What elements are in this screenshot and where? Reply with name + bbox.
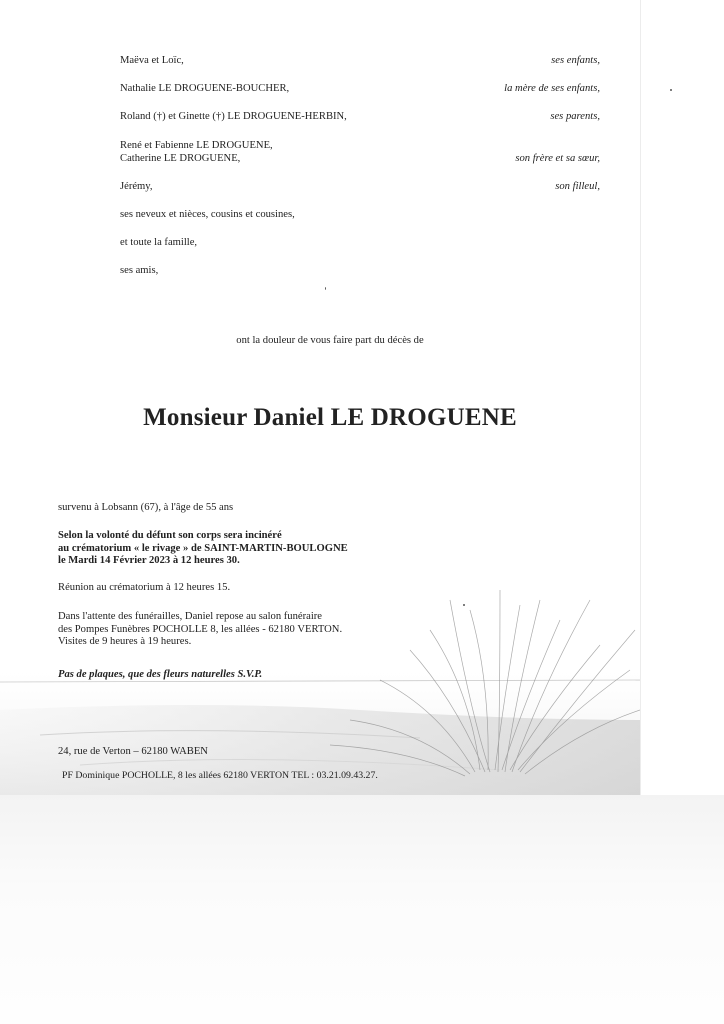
family-member: Roland (†) et Ginette (†) LE DROGUENE-HERBIN, (120, 111, 347, 122)
ceremony-line: au crématorium « le rivage » de SAINT-MARTIN-BOULOGNE (58, 542, 348, 554)
ceremony-line: le Mardi 14 Février 2023 à 12 heures 30. (58, 555, 240, 566)
family-row (120, 208, 600, 221)
sheet-edge (640, 0, 641, 795)
repose-block (58, 611, 342, 649)
family-row (120, 264, 600, 277)
family-member: Maëva et Loïc, (120, 55, 184, 66)
announcement-intro: ont la douleur de vous faire part du décès de (236, 335, 424, 346)
family-row (120, 110, 600, 123)
family-row (120, 236, 600, 249)
family-relation: la mère de ses enfants, (504, 83, 600, 94)
family-relation: ses enfants, (551, 55, 600, 66)
family-row (120, 139, 600, 165)
home-address: 24, rue de Verton – 62180 WABEN (58, 746, 208, 757)
funeral-home-info: PF Dominique POCHOLLE, 8 les allées 62180 VERTON TEL : 03.21.09.43.27. (62, 770, 378, 781)
repose-line: Dans l'attente des funérailles, Daniel repose au salon funéraire (58, 611, 322, 622)
family-member: et toute la famille, (120, 237, 198, 248)
scan-speck (325, 287, 326, 290)
family-relation: ses parents, (550, 111, 600, 122)
flowers-note: Pas de plaques, que des fleurs naturelles S.V.P. (58, 669, 263, 680)
repose-line: Visites de 9 heures à 19 heures. (58, 636, 192, 647)
death-details: survenu à Lobsann (67), à l'âge de 55 ans (58, 502, 234, 513)
ceremony-line: Selon la volonté du défunt son corps sera incinéré (58, 530, 282, 541)
family-row (120, 180, 600, 193)
repose-line: des Pompes Funèbres POCHOLLE 8, les allées - 62180 VERTON. (58, 623, 343, 635)
family-row (120, 82, 600, 95)
family-member: Nathalie LE DROGUENE-BOUCHER, (120, 83, 290, 94)
family-member: René et Fabienne LE DROGUENE, Catherine LE DROGUENE, (120, 140, 273, 164)
ceremony-block (58, 530, 348, 568)
deceased-name: Monsieur Daniel LE DROGUENE (143, 404, 517, 431)
family-row (120, 54, 600, 67)
family-relation: son frère et sa sœur, (515, 153, 600, 164)
family-member: ses amis, (120, 265, 159, 276)
meeting-info: Réunion au crématorium à 12 heures 15. (58, 582, 231, 593)
family-member: Jérémy, (120, 181, 153, 192)
scan-speck (670, 89, 672, 91)
family-relation: son filleul, (555, 181, 600, 192)
scan-speck (463, 604, 465, 606)
scanner-background (0, 795, 724, 1024)
family-member: ses neveux et nièces, cousins et cousines, (120, 209, 295, 220)
